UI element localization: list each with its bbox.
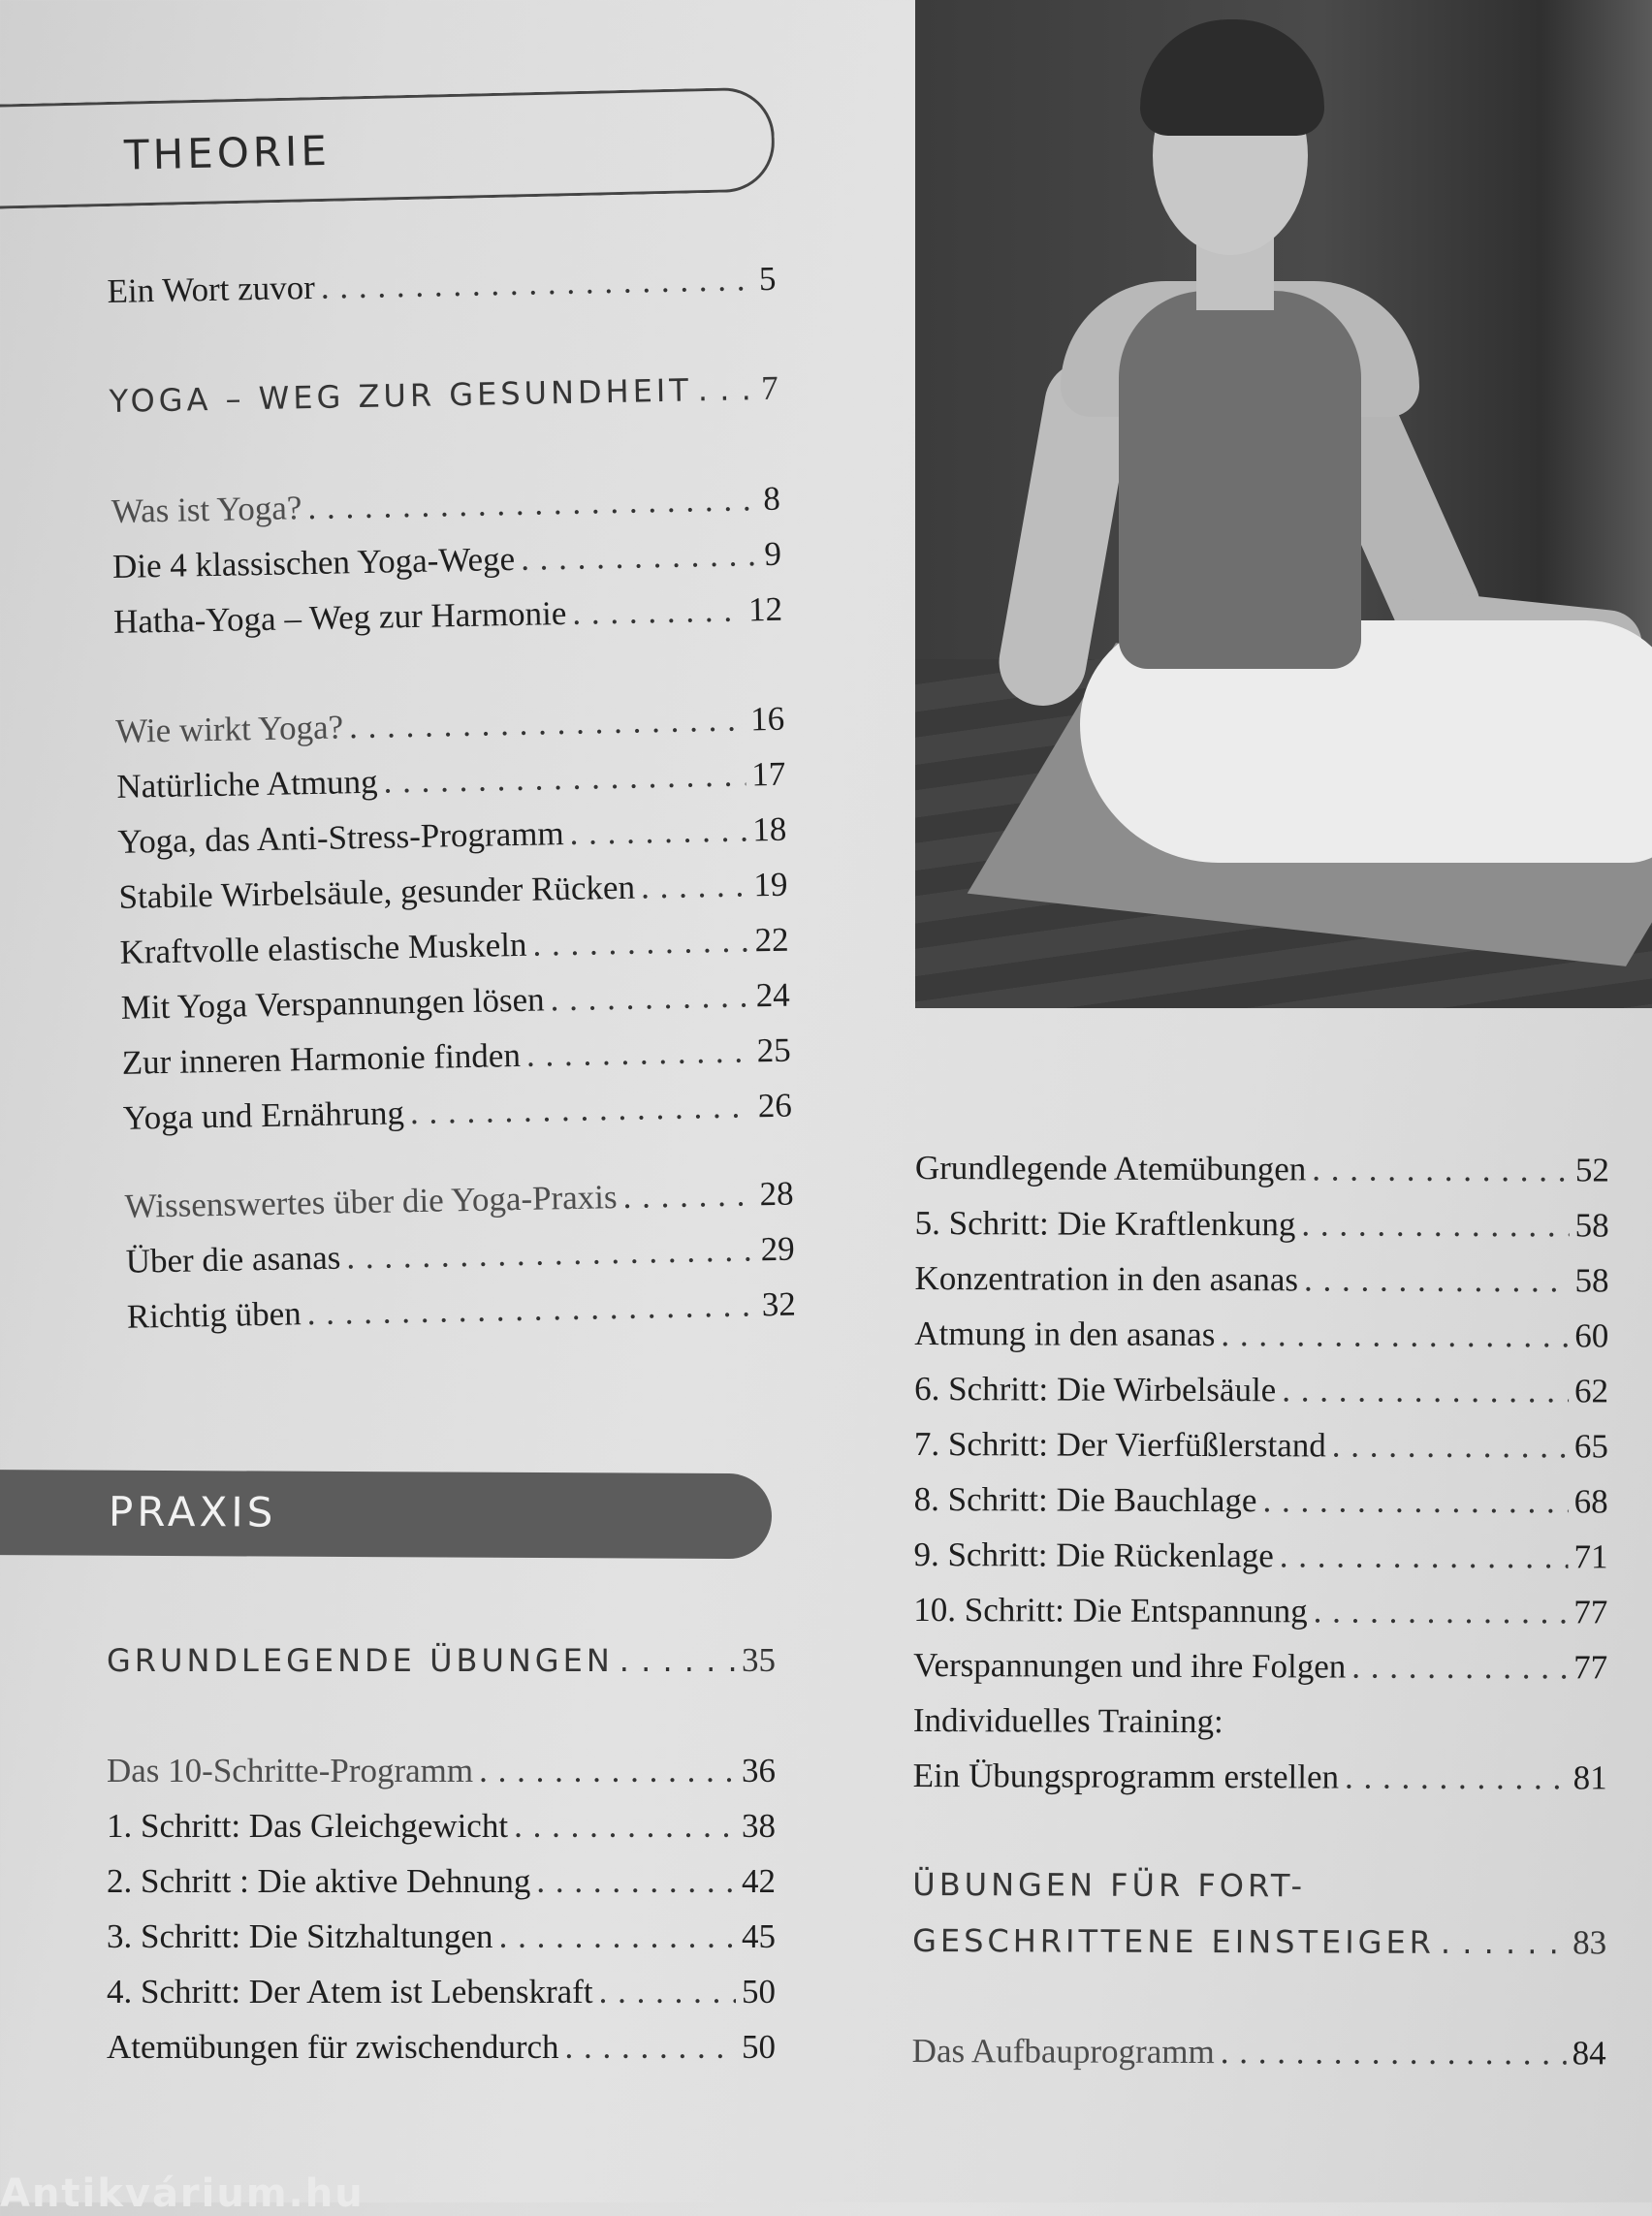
leader-dots bbox=[569, 802, 747, 860]
toc-entry-page: 58 bbox=[1574, 1206, 1609, 1245]
leader-dots bbox=[383, 746, 747, 808]
leader-dots bbox=[521, 526, 759, 586]
toc-entry-title: 1. Schritt: Das Gleichgewicht bbox=[107, 1807, 509, 1845]
toc-entry-page: 81 bbox=[1573, 1758, 1607, 1797]
photo-tank-top bbox=[1119, 291, 1361, 669]
toc-entry-title: 5. Schritt: Die Kraftlenkung bbox=[914, 1203, 1296, 1244]
toc-entry-title: Wie wirkt Yoga? bbox=[114, 708, 344, 750]
leader-dots bbox=[499, 1909, 736, 1964]
toc-left-column-praxis bbox=[107, 1632, 776, 2074]
leader-dots bbox=[697, 362, 755, 418]
toc-chapter-heading[interactable] bbox=[912, 1913, 1606, 1971]
chapter-title-line1[interactable]: ÜBUNGEN FÜR FORT- bbox=[912, 1865, 1307, 1905]
toc-entry-title: 2. Schritt : Die aktive Dehnung bbox=[107, 1862, 531, 1900]
toc-entry[interactable] bbox=[914, 1250, 1608, 1308]
toc-entry-title: Das Aufbauprogramm bbox=[911, 2031, 1215, 2072]
toc-entry[interactable] bbox=[107, 1909, 776, 1964]
toc-entry[interactable] bbox=[914, 1306, 1608, 1363]
toc-entry-title: 4. Schritt: Der Atem ist Lebenskraft bbox=[107, 1973, 593, 2010]
theorie-title: THEORIE bbox=[123, 126, 332, 179]
toc-entry[interactable] bbox=[914, 1361, 1608, 1418]
leader-dots bbox=[320, 251, 753, 315]
leader-dots bbox=[1314, 1583, 1569, 1639]
toc-entry-title: 9. Schritt: Die Rückenlage bbox=[913, 1535, 1274, 1575]
toc-entry-page: 5 bbox=[758, 259, 777, 299]
chapter-page: 83 bbox=[1573, 1923, 1607, 1962]
toc-entry-page: 62 bbox=[1574, 1372, 1609, 1410]
chapter-title: GRUNDLEGENDE ÜBUNGEN bbox=[107, 1642, 614, 1679]
toc-entry-page: 42 bbox=[742, 1862, 776, 1900]
toc-entry-page: 65 bbox=[1573, 1427, 1608, 1466]
toc-entry-title: 10. Schritt: Die Entspannung bbox=[913, 1590, 1308, 1630]
toc-entry-page: 26 bbox=[757, 1086, 793, 1125]
praxis-title: PRAXIS bbox=[108, 1487, 277, 1536]
toc-entry[interactable] bbox=[126, 1277, 796, 1345]
leader-dots bbox=[514, 1798, 736, 1853]
toc-entry-title: Kraftvolle elastische Muskeln bbox=[119, 925, 527, 971]
leader-dots bbox=[1262, 1472, 1568, 1529]
leader-dots bbox=[409, 1078, 752, 1140]
toc-entry-page: 9 bbox=[764, 534, 782, 574]
toc-entry-title: Ein Übungsprogramm erstellen bbox=[912, 1756, 1340, 1796]
toc-entry-page: 58 bbox=[1574, 1261, 1609, 1300]
leader-dots bbox=[1304, 1251, 1570, 1308]
toc-entry-title: Ein Wort zuvor bbox=[107, 268, 316, 310]
toc-entry[interactable] bbox=[913, 1637, 1607, 1694]
toc-entry-page: 12 bbox=[747, 589, 783, 629]
toc-entry-title: Das 10-Schritte-Programm bbox=[107, 1752, 474, 1789]
toc-chapter-heading[interactable] bbox=[107, 1632, 776, 1689]
toc-entry-title: Yoga, das Anti-Stress-Programm bbox=[117, 814, 564, 861]
toc-entry[interactable] bbox=[915, 1195, 1609, 1252]
toc-entry[interactable] bbox=[107, 1798, 776, 1853]
leader-dots bbox=[640, 857, 748, 914]
leader-dots bbox=[1351, 1639, 1568, 1695]
toc-entry-page: 24 bbox=[755, 975, 790, 1015]
toc-entry-page: 25 bbox=[756, 1030, 792, 1070]
toc-entry-title: 8. Schritt: Die Bauchlage bbox=[913, 1479, 1257, 1520]
toc-entry[interactable] bbox=[912, 2023, 1606, 2080]
leader-dots bbox=[346, 1221, 755, 1284]
leader-dots bbox=[599, 1964, 736, 2019]
leader-dots bbox=[1332, 1418, 1569, 1474]
leader-dots bbox=[620, 1633, 736, 1689]
leader-dots bbox=[525, 1023, 751, 1082]
toc-entry[interactable] bbox=[107, 1964, 776, 2019]
toc-entry[interactable] bbox=[913, 1527, 1607, 1584]
leader-dots bbox=[1441, 1915, 1567, 1971]
toc-entry[interactable] bbox=[913, 1582, 1607, 1639]
leader-dots bbox=[348, 691, 745, 754]
leader-dots bbox=[550, 967, 750, 1027]
toc-entry-page: 45 bbox=[742, 1917, 776, 1955]
yoga-photo bbox=[915, 0, 1652, 1008]
leader-dots bbox=[479, 1743, 736, 1798]
toc-entry-page: 71 bbox=[1573, 1537, 1608, 1576]
toc-entry-page: 29 bbox=[760, 1229, 796, 1269]
toc-entry-title: Stabile Wirbelsäule, gesunder Rücken bbox=[118, 868, 636, 916]
toc-entry[interactable] bbox=[913, 1748, 1607, 1805]
toc-entry-title: 6. Schritt: Die Wirbelsäule bbox=[914, 1369, 1277, 1409]
toc-entry-page: 32 bbox=[761, 1284, 797, 1324]
theorie-section-banner bbox=[0, 86, 776, 209]
toc-entry-page: 18 bbox=[751, 809, 787, 849]
toc-entry-page: 17 bbox=[750, 754, 786, 794]
toc-entry-title: Mit Yoga Verspannungen lösen bbox=[120, 980, 545, 1027]
toc-entry[interactable] bbox=[107, 2019, 776, 2074]
toc-entry-title: Wissenswertes über die Yoga-Praxis bbox=[124, 1178, 618, 1225]
toc-entry-page: 36 bbox=[742, 1752, 776, 1789]
toc-entry-title: Atemübungen für zwischendurch bbox=[107, 2028, 559, 2066]
toc-entry-title: Atmung in den asanas bbox=[914, 1314, 1216, 1354]
toc-entry[interactable] bbox=[914, 1416, 1608, 1473]
chapter-page: 7 bbox=[760, 368, 778, 408]
toc-entry-title: Zur inneren Harmonie finden bbox=[121, 1035, 522, 1082]
praxis-section-banner bbox=[0, 1470, 772, 1559]
toc-entry-title: Konzentration in den asanas bbox=[914, 1258, 1299, 1299]
leader-dots bbox=[1221, 2024, 1567, 2080]
toc-entry-title: Über die asanas bbox=[125, 1238, 341, 1281]
toc-entry-title: Verspannungen und ihre Folgen bbox=[913, 1645, 1347, 1686]
toc-entry-title: Richtig üben bbox=[126, 1294, 302, 1336]
toc-entry[interactable] bbox=[107, 1743, 776, 1798]
toc-entry-page: 77 bbox=[1573, 1593, 1608, 1631]
leader-dots bbox=[306, 1277, 756, 1341]
toc-entry-title: Yoga und Ernährung bbox=[122, 1093, 405, 1137]
leader-dots bbox=[1301, 1196, 1569, 1252]
chapter-title: GESCHRITTENE EINSTEIGER bbox=[912, 1921, 1436, 1961]
toc-entry-title-line1[interactable]: Individuelles Training: bbox=[912, 1700, 1223, 1741]
toc-entry-title: Grundlegende Atemübungen bbox=[914, 1149, 1307, 1188]
leader-dots bbox=[1312, 1141, 1570, 1197]
leader-dots bbox=[565, 2019, 736, 2074]
leader-dots bbox=[536, 1853, 736, 1909]
watermark: Antikvárium.hu bbox=[0, 2171, 365, 2216]
toc-entry-title: Natürliche Atmung bbox=[115, 762, 378, 806]
toc-entry-page: 52 bbox=[1574, 1151, 1609, 1189]
chapter-page: 35 bbox=[742, 1641, 776, 1679]
toc-entry-page: 16 bbox=[749, 699, 785, 739]
leader-dots bbox=[622, 1166, 754, 1224]
toc-left-column bbox=[107, 251, 796, 1345]
toc-entry-page: 28 bbox=[759, 1174, 794, 1214]
toc-entry-page: 60 bbox=[1574, 1316, 1609, 1355]
toc-entry[interactable] bbox=[915, 1140, 1609, 1197]
toc-right-column bbox=[912, 1140, 1609, 2080]
toc-entry-title: Die 4 klassischen Yoga-Wege bbox=[111, 539, 516, 586]
leader-dots bbox=[1345, 1750, 1568, 1806]
toc-entry-page: 77 bbox=[1573, 1648, 1608, 1687]
leader-dots bbox=[1221, 1307, 1569, 1363]
toc-entry-title: 3. Schritt: Die Sitzhaltungen bbox=[107, 1917, 493, 1955]
toc-entry-page: 50 bbox=[742, 1973, 776, 2010]
toc-entry-page: 38 bbox=[742, 1807, 776, 1845]
toc-entry[interactable] bbox=[914, 1472, 1608, 1529]
leader-dots bbox=[532, 912, 749, 971]
toc-entry-title: Was ist Yoga? bbox=[111, 489, 302, 530]
toc-entry-page: 19 bbox=[753, 865, 788, 904]
leader-dots bbox=[307, 471, 758, 535]
toc-entry-page: 8 bbox=[762, 479, 781, 519]
toc-entry-page: 22 bbox=[754, 920, 789, 960]
toc-entry-title: 7. Schritt: Der Vierfüßlerstand bbox=[913, 1424, 1326, 1465]
leader-dots bbox=[1280, 1528, 1569, 1584]
photo-hair bbox=[1140, 19, 1324, 136]
toc-entry-page: 68 bbox=[1573, 1482, 1608, 1521]
toc-entry-page: 50 bbox=[742, 2028, 776, 2066]
leader-dots bbox=[572, 582, 744, 640]
leader-dots bbox=[1282, 1362, 1569, 1418]
toc-entry[interactable] bbox=[107, 1853, 776, 1909]
chapter-title: YOGA – WEG ZUR GESUNDHEIT bbox=[109, 371, 693, 420]
toc-entry-page: 84 bbox=[1572, 2034, 1606, 2073]
toc-entry-title: Hatha-Yoga – Weg zur Harmonie bbox=[112, 593, 567, 641]
